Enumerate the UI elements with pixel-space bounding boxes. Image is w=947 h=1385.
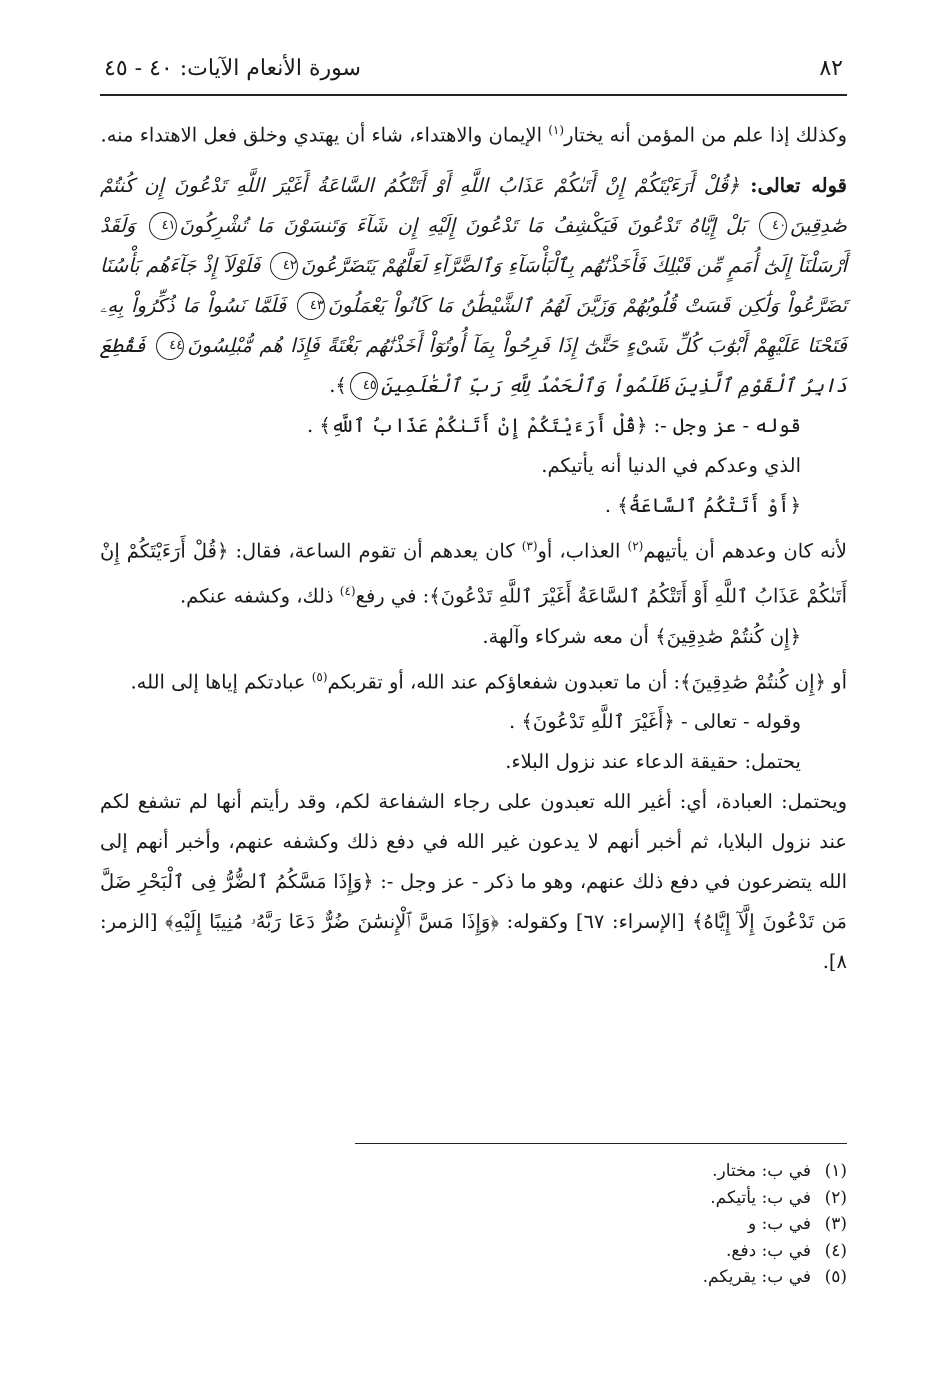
p4-text-a: لأنه كان وعدهم أن يأتيهم: [643, 539, 847, 562]
verse-number-43: ٤٣: [297, 292, 325, 320]
footnote-text: في ب: و: [747, 1214, 811, 1234]
footnote-text: في ب: يأتيكم.: [710, 1187, 811, 1208]
p4-text-d: ذلك، وكشفه عنكم.: [179, 584, 340, 608]
commentary-p2: الذي وعدكم في الدنيا أنه يأتيكم.: [541, 453, 801, 477]
page-number: ٨٢: [819, 56, 843, 81]
footnote-ref-3[interactable]: (٣): [521, 538, 538, 553]
footnote-number: (١): [824, 1161, 847, 1181]
p4-text-b: العذاب، أو: [537, 539, 628, 562]
verse-text-41: بَلْ إِيَّاهُ تَدْعُونَ فَيَكْشِفُ مَا تَدْعُونَ إِلَيْهِ إِن شَآءَ وَتَنسَوْنَ مَا تُشْرِكُونَ: [179, 213, 757, 237]
verse-text-42: وَلَقَدْ أَرْسَلْنَآ إِلَىٰٓ أُمَمٍ مِّن قَبْلِكَ فَأَخَذْنَٰهُم بِٱلْبَأْسَآءِ وَٱلضَّرَّآءِ لَعَلَّهُمْ يَتَضَرَّعُونَ: [100, 213, 847, 277]
running-title: سورة الأنعام الآيات: ٤٠ - ٤٥: [104, 56, 361, 81]
footnote-number: (٣): [824, 1214, 847, 1234]
commentary-p3: ﴿أَوْ أَتَتْكُمُ ٱلسَّاعَةُ﴾ .: [604, 493, 801, 517]
verse-text-44: فَلَمَّا نَسُواْ مَا ذُكِّرُواْ بِهِۦ فَتَحْنَا عَلَيْهِمْ أَبْوَٰبَ كُلِّ شَىْءٍ حَتَّىٰٓ إِذَا فَرِحُواْ بِمَآ أُوتُوٓاْ أَخَذْنَٰهُم بَغْتَةً فَإِذَا هُم مُّبْلِسُونَ: [100, 293, 847, 357]
intro-paragraph: [100, 110, 847, 156]
footnote-item: [355, 1185, 847, 1212]
commentary-p1: قوله - عز وجل -: ﴿قُلْ أَرَءَيْتَكُمْ إِنْ أَتَىٰكُمْ عَذَابُ ٱللَّهِ﴾ .: [306, 413, 801, 437]
footnote-number: (٤): [824, 1240, 847, 1261]
verse-block: [100, 166, 847, 406]
verse-close: ﴾.: [329, 373, 347, 397]
footnote-number: (٢): [824, 1187, 847, 1208]
verse-number-45: ٤٥: [350, 372, 378, 400]
verse-text-40: ﴿قُلْ أَرَءَيْتَكُمْ إِنْ أَتَىٰكُمْ عَذَابُ اللَّهِ أَوْ أَتَتْكُمُ السَّاعَةُ أَغَيْرَ اللَّهِ تَدْعُونَ إِن كُنتُمْ صَٰدِقِينَ: [100, 173, 847, 237]
commentary-p5: ﴿إِن كُنتُمْ صَٰدِقِينَ﴾ أن معه شركاء وآلهة.: [482, 624, 801, 648]
verse-number-42: ٤٢: [270, 252, 298, 280]
footnote-ref-4[interactable]: (٤): [339, 584, 356, 598]
footnote-number: (٥): [824, 1267, 847, 1287]
footnote-item: [355, 1158, 847, 1185]
intro-text: وكذلك إذا علم من المؤمن أنه يختار: [564, 123, 847, 147]
verse-lead: قوله تعالى:: [739, 173, 848, 197]
p6-text-b: عبادتكم إياها إلى الله.: [130, 670, 312, 693]
footnote-ref-1[interactable]: (١): [548, 123, 565, 137]
verse-text-43: فَلَوْلَآ إِذْ جَآءَهُم بَأْسُنَا تَضَرَّعُواْ وَلَٰكِن قَسَتْ قُلُوبُهُمْ وَزَيَّنَ لَهُمُ ٱلشَّيْطَٰنُ مَا كَانُواْ يَعْمَلُونَ: [100, 253, 847, 317]
commentary-p4: [100, 526, 847, 617]
footnote-divider: [355, 1143, 847, 1144]
footnote-text: في ب: مختار.: [712, 1161, 811, 1181]
intro-text-cont: الإيمان والاهتداء، شاء أن يهتدي وخلق فعل الاهتداء منه.: [100, 123, 549, 147]
verse-text-45: فَقُطِعَ دَابِرُ ٱلْقَوْمِ ٱلَّذِينَ ظَلَمُواْ وَٱلْحَمْدُ لِلَّهِ رَبِّ ٱلْعَٰلَمِينَ: [100, 333, 847, 397]
running-header: [100, 52, 847, 96]
footnotes: [355, 1158, 847, 1291]
main-text: [100, 110, 847, 982]
commentary-p7: وقوله - تعالى - ﴿أَغَيْرَ ٱللَّهِ تَدْعُونَ﴾ .: [508, 710, 801, 733]
footnote-item: [355, 1238, 847, 1265]
footnote-ref-5[interactable]: (٥): [311, 669, 328, 684]
footnote-text: في ب: يقريكم.: [702, 1267, 811, 1287]
p6-text-a: أو ﴿إِن كُنتُمْ صَٰدِقِينَ﴾: أن ما تعبدون شفعاؤكم عند الله، أو تقربكم: [327, 670, 847, 693]
p4-text-c: كان يعدهم أن تقوم الساعة، فقال: ﴿قُلْ أَرَءَيْتَكُمْ إِنْ أَتَىٰكُمْ عَذَابُ ٱللَّهِ أَوْ أَتَتْكُمُ ٱلسَّاعَةُ أَغَيْرَ ٱللَّهِ تَدْعُونَ﴾: في رفع: [100, 539, 847, 608]
footnote-ref-2[interactable]: (٢): [627, 538, 644, 553]
verse-number-44: ٤٤: [156, 332, 184, 360]
verse-number-40: ٤٠: [759, 212, 787, 240]
footnote-item: [355, 1264, 847, 1291]
commentary-p6: [100, 657, 847, 703]
footnote-item: [355, 1211, 847, 1238]
footnote-text: في ب: دفع.: [726, 1240, 811, 1261]
commentary-p9: ويحتمل: العبادة، أي: أغير الله تعبدون على رجاء الشفاعة لكم، وقد رأيتم أنها لم تشفع لكم عند نزول البلايا، ثم أخبر أنهم لا يدعون غير الله في دفع ذلك وكشفه عنهم، وأخبر أنهم إلى الله يتضرعون في دفع ذلك عنهم، وهو ما ذكر - عز وجل -: ﴿وَإِذَا مَسَّكُمُ ٱلضُّرُّ فِى ٱلْبَحْرِ ضَلَّ مَن تَدْعُونَ إِلَّآ إِيَّاهُ﴾ [الإسراء: ٦٧] وكقوله: ﴿وَإِذَا مَسَّ ٱلْإِنسَٰنَ ضُرٌّ دَعَا رَبَّهُۥ مُنِيبًا إِلَيْهِ﴾ [الزمر: ٨].: [100, 790, 847, 973]
commentary-p8: يحتمل: حقيقة الدعاء عند نزول البلاء.: [505, 750, 801, 773]
verse-number-41: ٤١: [149, 212, 177, 240]
